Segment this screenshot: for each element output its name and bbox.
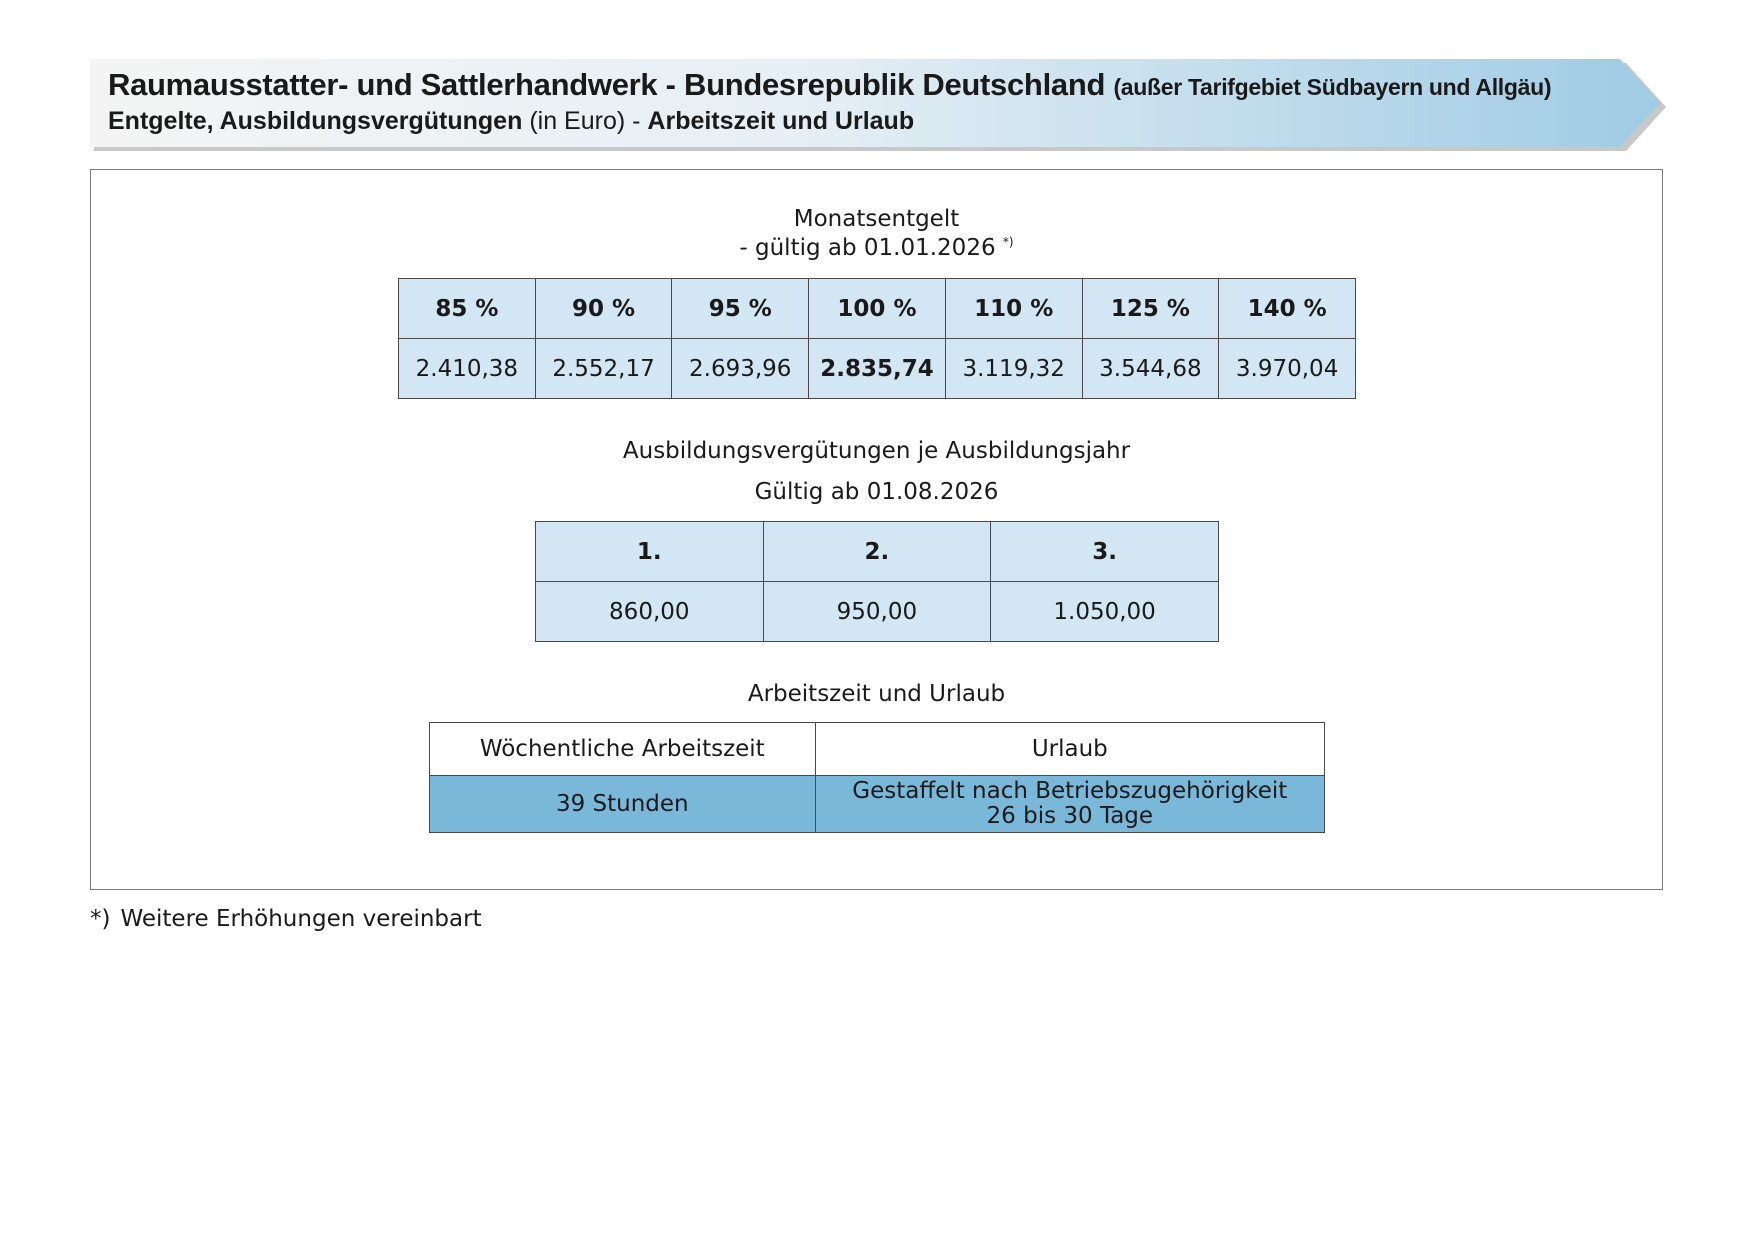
header-cell: 125 % <box>1082 279 1219 339</box>
value-cell: 950,00 <box>763 582 991 642</box>
footnote-mark: *) <box>90 906 111 932</box>
subtitle-part-1: Entgelte, Ausbildungsvergütungen <box>108 107 523 135</box>
footnote-text: Weitere Erhöhungen vereinbart <box>120 906 482 932</box>
monatsentgelt-validity-text: - gültig ab 01.01.2026 <box>739 235 996 261</box>
value-cell: 3.119,32 <box>945 339 1082 399</box>
urlaub-line-1: Gestaffelt nach Betriebszugehörigkeit <box>852 778 1288 804</box>
header-cell: Urlaub <box>815 723 1324 776</box>
header-cell: 110 % <box>945 279 1082 339</box>
page-title <box>108 67 1551 103</box>
header-cell: 85 % <box>399 279 536 339</box>
value-cell: 860,00 <box>536 582 764 642</box>
value-cell: 2.693,96 <box>672 339 809 399</box>
value-cell: 3.544,68 <box>1082 339 1219 399</box>
subtitle-part-3: Arbeitszeit und Urlaub <box>647 107 915 135</box>
footnote-reference: *) <box>1002 235 1014 249</box>
title-main: Raumausstatter- und Sattlerhandwerk - Bundesrepublik Deutschland <box>108 67 1106 102</box>
subtitle-part-2: (in Euro) - <box>529 107 641 135</box>
header-cell: 2. <box>763 522 991 582</box>
title-suffix: (außer Tarifgebiet Südbayern und Allgäu) <box>1113 74 1552 100</box>
table-row <box>430 776 1325 833</box>
salary-table <box>398 278 1356 399</box>
ausbildung-validity: Gültig ab 01.08.2026 <box>754 479 999 505</box>
value-cell: 39 Stunden <box>430 776 816 833</box>
monatsentgelt-caption: Monatsentgelt <box>793 206 960 232</box>
training-table <box>535 521 1219 642</box>
value-cell <box>815 776 1324 833</box>
header-cell: 140 % <box>1219 279 1356 339</box>
ausbildung-caption: Ausbildungsvergütungen je Ausbildungsjahr <box>622 438 1131 464</box>
header-banner <box>90 59 1670 147</box>
urlaub-line-2: 26 bis 30 Tage <box>986 803 1154 829</box>
table-row <box>536 582 1219 642</box>
header-cell: 100 % <box>809 279 946 339</box>
arbeitszeit-caption: Arbeitszeit und Urlaub <box>747 681 1006 707</box>
value-cell: 2.552,17 <box>535 339 672 399</box>
table-header-row <box>430 723 1325 776</box>
header-cell: 1. <box>536 522 764 582</box>
table-header-row <box>536 522 1219 582</box>
value-cell: 3.970,04 <box>1219 339 1356 399</box>
value-cell-reference: 2.835,74 <box>809 339 946 399</box>
header-cell: 90 % <box>535 279 672 339</box>
header-cell: Wöchentliche Arbeitszeit <box>430 723 816 776</box>
value-cell: 2.410,38 <box>399 339 536 399</box>
table-row <box>399 339 1356 399</box>
header-cell: 95 % <box>672 279 809 339</box>
work-table <box>429 722 1325 833</box>
footnote <box>90 906 482 932</box>
value-cell: 1.050,00 <box>991 582 1219 642</box>
monatsentgelt-validity <box>0 235 1753 261</box>
page-subtitle <box>108 107 1551 136</box>
header-cell: 3. <box>991 522 1219 582</box>
table-header-row <box>399 279 1356 339</box>
